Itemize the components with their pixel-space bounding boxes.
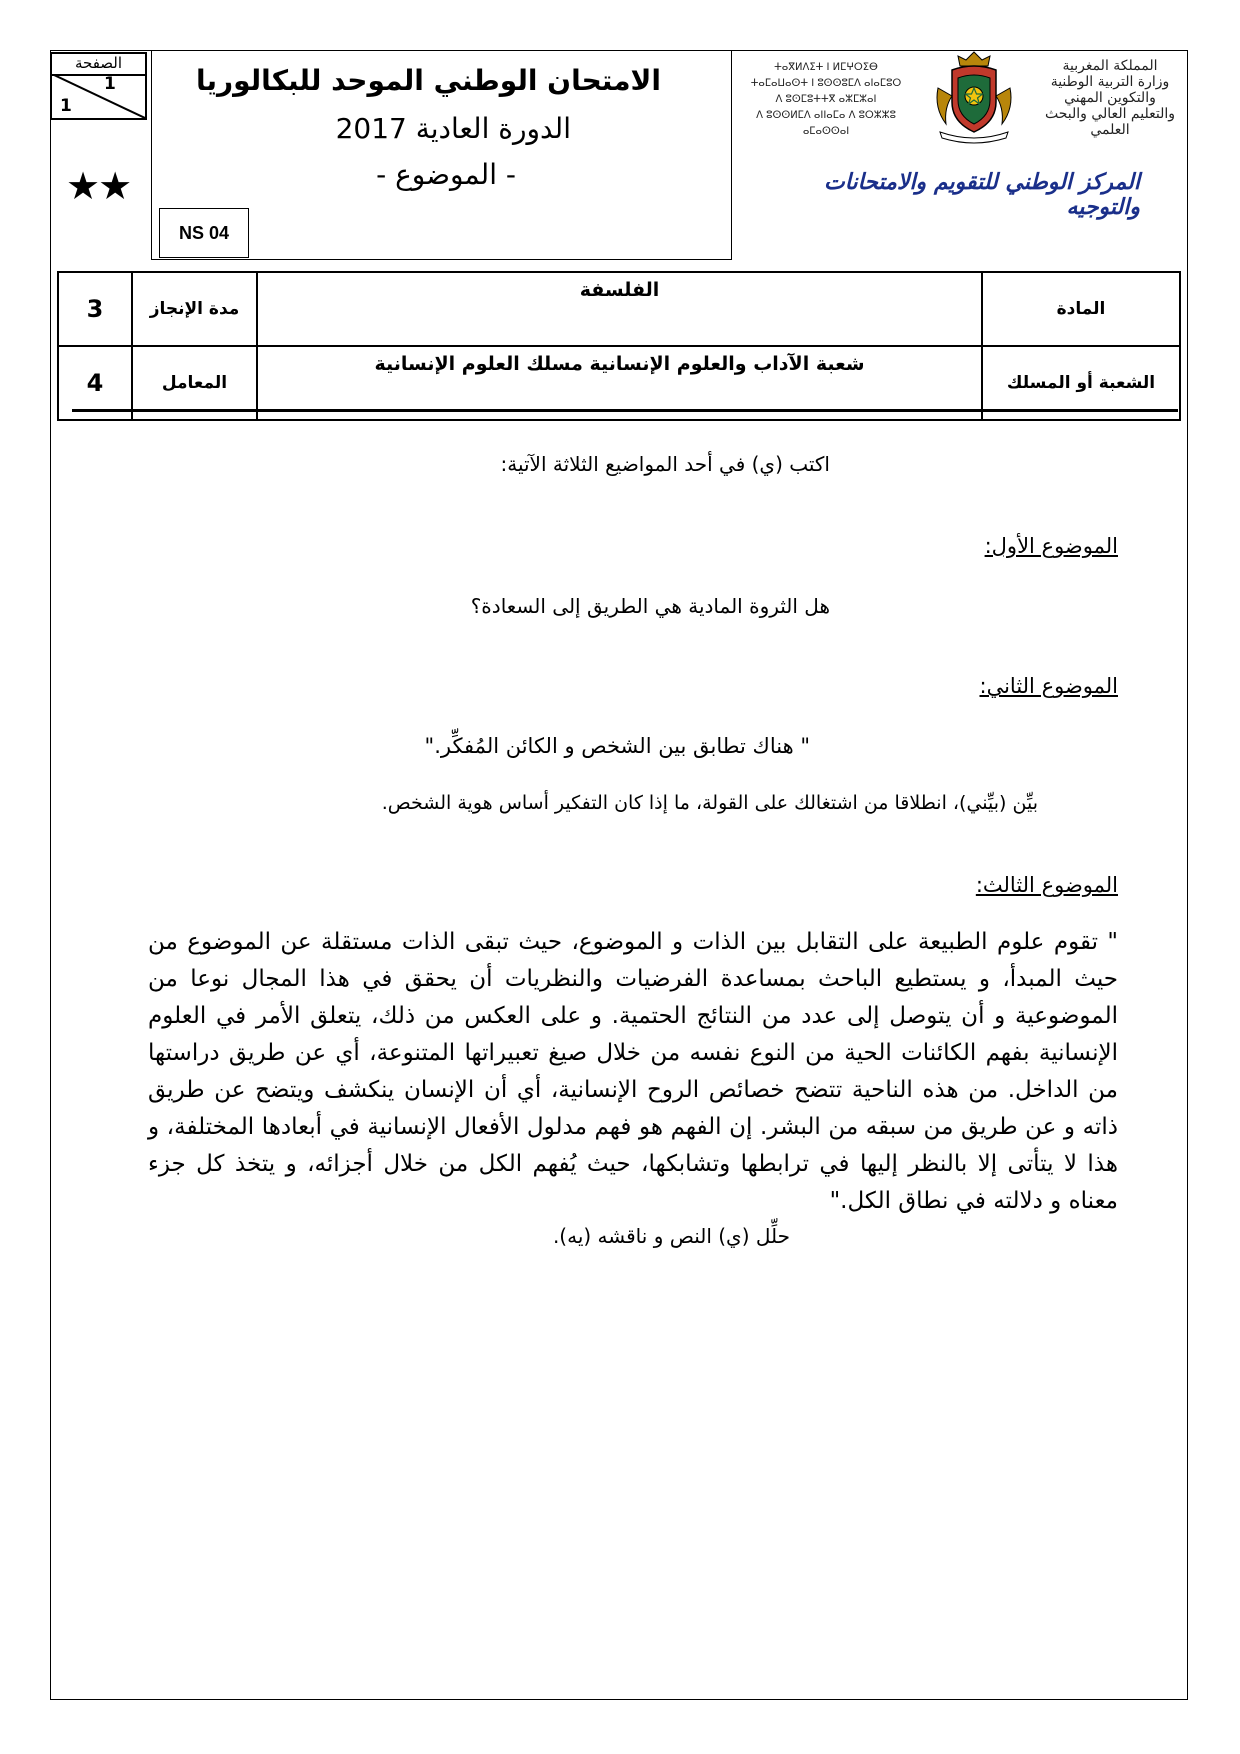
subject2-quote: " هناك تطابق بين الشخص و الكائن المُفكِّر." <box>424 734 810 758</box>
subject-info-table <box>57 271 1181 421</box>
subject3-heading-text: الموضوع الثالث: <box>975 873 1118 897</box>
track-value: شعبة الآداب والعلوم الإنسانية مسلك العلوم الإنسانية <box>257 346 982 420</box>
subject-value: الفلسفة <box>257 272 982 346</box>
tifinagh-line: ⴷ ⵓⵙⵙⵍⵎⴷ ⴰⵏⵏⴰⵎⴰ ⴷ ⵓⵔⵣⵣⵓ ⴰⵎⴰⵙⵙⴰⵏ <box>756 110 896 137</box>
header-divider <box>72 409 1178 412</box>
page-number-box <box>50 52 147 120</box>
subject3-heading <box>150 873 1118 897</box>
tifinagh-line: ⵜⴰⵎⴰⵡⴰⵙⵜ ⵏ ⵓⵙⵙⵓⵎⴷ ⴰⵏⴰⵎⵓⵔ <box>750 78 902 89</box>
ministry-line: وزارة التربية الوطنية <box>1050 74 1170 90</box>
tifinagh-line: ⵜⴰⴳⵍⴷⵉⵜ ⵏ ⵍⵎⵖⵔⵉⴱ <box>774 62 878 73</box>
subject2-task: بيِّن (بيِّني)، انطلاقا من اشتغالك على القولة، ما إذا كان التفكير أساس هوية الشخص. <box>381 792 1038 814</box>
subject1-heading-text: الموضوع الأول: <box>984 534 1118 558</box>
subject1-heading <box>150 534 1118 558</box>
subject-field-label: المادة <box>982 272 1180 346</box>
track-field-label: الشعبة أو المسلك <box>982 346 1180 420</box>
subject1-question: هل الثروة المادية هي الطريق إلى السعادة؟ <box>470 594 830 618</box>
subject-label: - الموضوع - <box>376 158 516 191</box>
exam-code: NS 04 <box>159 208 249 258</box>
coefficient-value: 4 <box>58 346 132 420</box>
difficulty-stars: ★★ <box>66 164 131 208</box>
exam-session: الدورة العادية 2017 <box>335 112 571 145</box>
subject3-task: حلِّل (ي) النص و ناقشه (يه). <box>552 1224 790 1248</box>
ministry-line: والتعليم العالي والبحث العلمي <box>1044 106 1175 138</box>
ministry-line: والتكوين المهني <box>1064 90 1156 106</box>
ministry-line: المملكة المغربية <box>1062 58 1158 74</box>
center-name: المركز الوطني للتقويم والامتحانات والتوجيه <box>824 170 1140 220</box>
subject3-text: " تقوم علوم الطبيعة على التقابل بين الذات و الموضوع، حيث تبقى الذات مستقلة عن الموضوع من حيث المبدأ، و يستطيع الباحث بمساعدة الفرضيات والنظريات أن يحقق في هذا المجال نوعا من الموضوعية و أن يتوصل إلى عدد من النتائج الحتمية. و على العكس من ذلك، يتعلق الأمر في العلوم الإنسانية بفهم الكائنات الحية من النوع نفسه من خلال صيغ تعبيراتها المتنوعة، أي عن طريق دراستها من الداخل. من هذه الناحية تتضح خصائص الروح الإنسانية، أي أن الإنسان ينكشف ويتضح عن طريق ذاته و عن طريق من سبقه من البشر. إن الفهم هو فهم مدلول الأفعال الإنسانية في أبعادها المختلفة، و هذا لا يتأتى إلا بالنظر إليها في ترابطها وتشابكها، حيث يُفهم الكل من خلال أجزائه، و يتخذ كل جزء معناه و دلالته في نطاق الكل." <box>148 929 1118 1214</box>
coat-of-arms-icon <box>930 48 1018 144</box>
ministry-name <box>1030 58 1190 138</box>
page-current: 1 <box>104 74 116 94</box>
instruction: اكتب (ي) في أحد المواضيع الثلاثة الآتية: <box>500 452 830 476</box>
info-row-subject <box>58 272 1180 346</box>
page-total: 1 <box>60 96 72 116</box>
tifinagh-header <box>736 60 916 140</box>
coefficient-label: المعامل <box>132 346 257 420</box>
tifinagh-line: ⴷ ⵓⵙⵎⵓⵜⵜⴳ ⴰⵣⵎⵣⴰⵏ <box>775 94 877 105</box>
page-label: الصفحة <box>52 54 145 76</box>
subject2-heading-text: الموضوع الثاني: <box>979 674 1118 698</box>
duration-label: مدة الإنجاز <box>132 272 257 346</box>
subject2-heading <box>150 674 1118 698</box>
duration-value: 3 <box>58 272 132 346</box>
exam-title: الامتحان الوطني الموحد للبكالوريا <box>195 64 661 97</box>
